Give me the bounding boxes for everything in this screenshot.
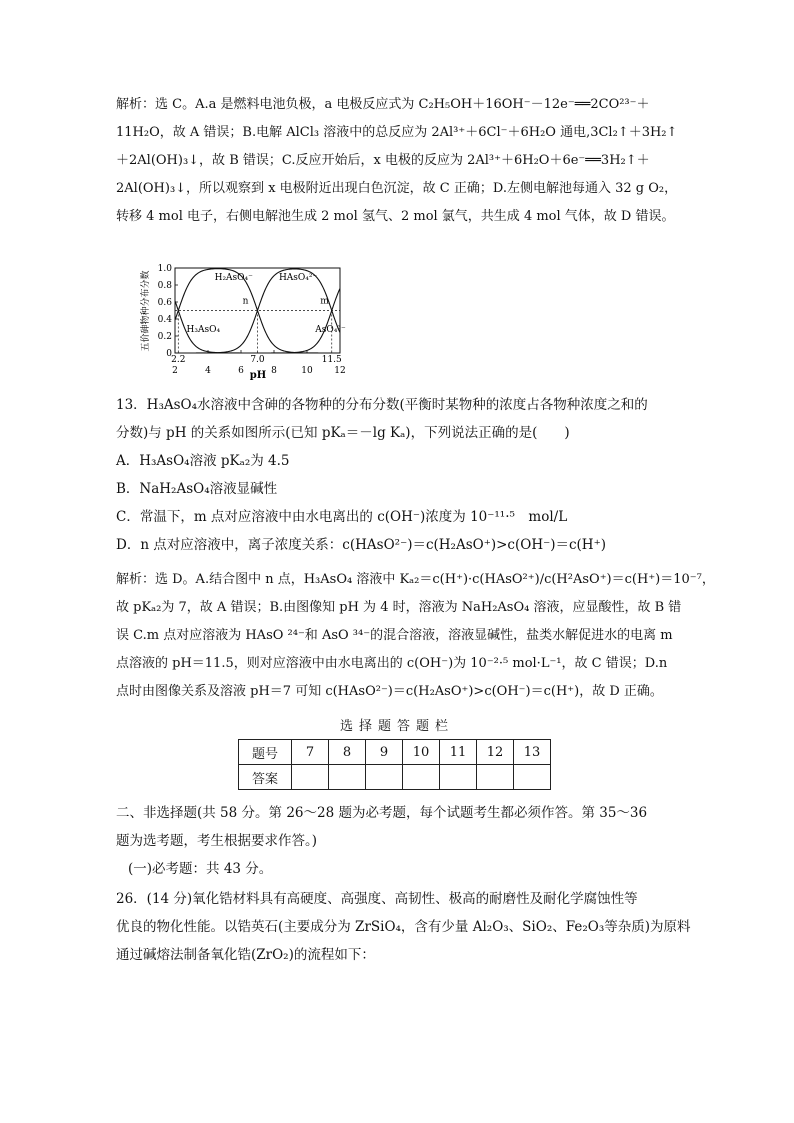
- x-axis-label: pH: [249, 370, 267, 381]
- section-2: [116, 799, 681, 883]
- y-tick-label: 0.8: [157, 281, 172, 291]
- analysis-13-line: 点溶液的 pH＝11.5，则对应溶液中由水电离出的 c(OH⁻)为 10⁻²·⁵ mol·L⁻¹，故 C 错误；D.n: [116, 656, 668, 671]
- option-b: B．NaH₂AsO₄溶液显碱性: [116, 481, 278, 497]
- y-tick-label: 1.0: [157, 264, 172, 274]
- answer-table-caption: 选择题答题栏: [339, 719, 454, 734]
- table-row: [239, 765, 551, 790]
- question-13-stem: 分数)与 pH 的关系如图所示(已知 pKₐ＝－lg Kₐ)，下列说法正确的是( ): [116, 425, 570, 441]
- x-tick-label: 8: [271, 366, 277, 376]
- answer-cell[interactable]: [403, 765, 440, 790]
- y-tick-label: 0.2: [157, 332, 172, 342]
- answer-cell[interactable]: [292, 765, 329, 790]
- option-c: C．常温下，m 点对应溶液中由水电离出的 c(OH⁻)浓度为 10⁻¹¹·⁵ mol/L: [116, 509, 568, 525]
- question-number-cell: 11: [440, 740, 477, 765]
- question-26-line: 通过碱熔法制备氧化锆(ZrO₂)的流程如下：: [116, 947, 375, 963]
- analysis-12: [116, 91, 681, 231]
- question-26: [116, 885, 691, 969]
- y-tick-label: 0: [166, 349, 172, 359]
- question-26-line: 26．(14 分)氧化锆材料具有高硬度、高强度、高韧性、极高的耐磨性及耐化学腐蚀性等: [116, 891, 638, 907]
- x-tick-label: 6: [238, 366, 244, 376]
- analysis-13: [116, 566, 715, 706]
- pka-tick-label: 2.2: [171, 355, 186, 365]
- option-a: A．H₃AsO₄溶液 pKₐ₂为 4.5: [116, 453, 290, 469]
- answer-cell[interactable]: [440, 765, 477, 790]
- section-2-intro: 二、非选择题(共 58 分。第 26～28 题为必考题，每个试题考生都必须作答。第 35～36: [116, 805, 648, 821]
- x-tick-label: 12: [334, 366, 346, 376]
- option-d: D．n 点对应溶液中，离子浓度关系：c(HAsO²⁻)＝c(H₂AsO⁺)>c(OH⁻)＝c(H⁺): [116, 537, 606, 553]
- analysis-12-line: 2Al(OH)₃↓，所以观察到 x 电极附近出现白色沉淀，故 C 正确；D.左侧电解池每通入 32 g O₂，: [116, 181, 678, 196]
- section-2-subheading: (一)必考题：共 43 分。: [128, 861, 273, 877]
- analysis-13-line: 故 pKₐ₂为 7，故 A 错误；B.由图像知 pH 为 4 时，溶液为 NaH₂AsO₄ 溶液，应显酸性，故 B 错: [116, 600, 682, 615]
- point-label: n: [242, 296, 249, 307]
- answer-cell[interactable]: [514, 765, 551, 790]
- species-label: H₃AsO₄: [186, 324, 221, 335]
- analysis-13-line: 误 C.m 点对应溶液为 HAsO ²⁴⁻和 AsO ³⁴⁻的混合溶液，溶液显碱性，盐类水解促进水的电离 m: [116, 628, 673, 643]
- plot-area: [158, 264, 346, 376]
- answer-table: [238, 739, 551, 790]
- question-number-cell: 8: [329, 740, 366, 765]
- point-label: m: [320, 296, 329, 307]
- analysis-13-line: 解析：选 D。A.结合图中 n 点，H₃AsO₄ 溶液中 Kₐ₂＝c(H⁺)·c(HAsO²⁺)/c(H²AsO⁺)＝c(H⁺)＝10⁻⁷，: [116, 572, 715, 587]
- question-number-cell: 9: [366, 740, 403, 765]
- x-tick-label: 2: [172, 366, 178, 376]
- species-label: AsO₄³⁻: [315, 324, 346, 335]
- question-number-cell: 10: [403, 740, 440, 765]
- answer-cell[interactable]: [329, 765, 366, 790]
- x-tick-label: 10: [301, 366, 313, 376]
- analysis-12-line: ＋2Al(OH)₃↓，故 B 错误；C.反应开始后，x 电极的反应为 2Al³⁺＋6H₂O＋6e⁻══3H₂↑＋: [116, 153, 650, 168]
- answer-cell[interactable]: [366, 765, 403, 790]
- species-label: H₂AsO₄⁻: [214, 272, 253, 283]
- question-26-line: 优良的物化性能。以锆英石(主要成分为 ZrSiO₄，含有少量 Al₂O₃、SiO₂、Fe₂O₃等杂质)为原料: [116, 919, 691, 935]
- y-axis-label: 五价砷物种分布分数: [141, 270, 151, 352]
- pka-tick-label: 7.0: [250, 355, 265, 365]
- question-number-cell: 13: [514, 740, 551, 765]
- question-13: [116, 391, 681, 559]
- analysis-12-line: 转移 4 mol 电子，右侧电解池生成 2 mol 氢气、2 mol 氯气，共生成 4 mol 气体，故 D 错误。: [116, 209, 675, 224]
- y-tick-label: 0.4: [157, 315, 172, 325]
- species-label: HAsO₄²⁻: [278, 272, 318, 283]
- pka-tick-label: 11.5: [321, 355, 342, 365]
- distribution-chart: [140, 256, 355, 381]
- section-2-intro: 题为选考题，考生根据要求作答。): [116, 833, 318, 849]
- analysis-13-line: 点时由图像关系及溶液 pH＝7 可知 c(HAsO²⁻)＝c(H₂AsO⁺)>c(OH⁻)＝c(H⁺)，故 D 正确。: [116, 684, 663, 699]
- analysis-12-line: 11H₂O，故 A 错误；B.电解 AlCl₃ 溶液中的总反应为 2Al³⁺＋6Cl⁻＋6H₂O 通电,3Cl₂↑＋3H₂↑: [116, 125, 678, 140]
- question-number-cell: 7: [292, 740, 329, 765]
- answer-row-label: 答案: [239, 765, 292, 790]
- table-row: [239, 740, 551, 765]
- question-13-stem: 13．H₃AsO₄水溶液中含砷的各物种的分布分数(平衡时某物种的浓度占各物种浓度之和的: [116, 397, 648, 413]
- x-tick-label: 4: [205, 366, 211, 376]
- answer-cell[interactable]: [477, 765, 514, 790]
- table-header-label: 题号: [239, 740, 292, 765]
- question-number-cell: 12: [477, 740, 514, 765]
- y-tick-label: 0.6: [157, 298, 172, 308]
- analysis-12-line: 解析：选 C。A.a 是燃料电池负极，a 电极反应式为 C₂H₅OH＋16OH⁻－12e⁻══2CO²³⁻＋: [116, 97, 650, 112]
